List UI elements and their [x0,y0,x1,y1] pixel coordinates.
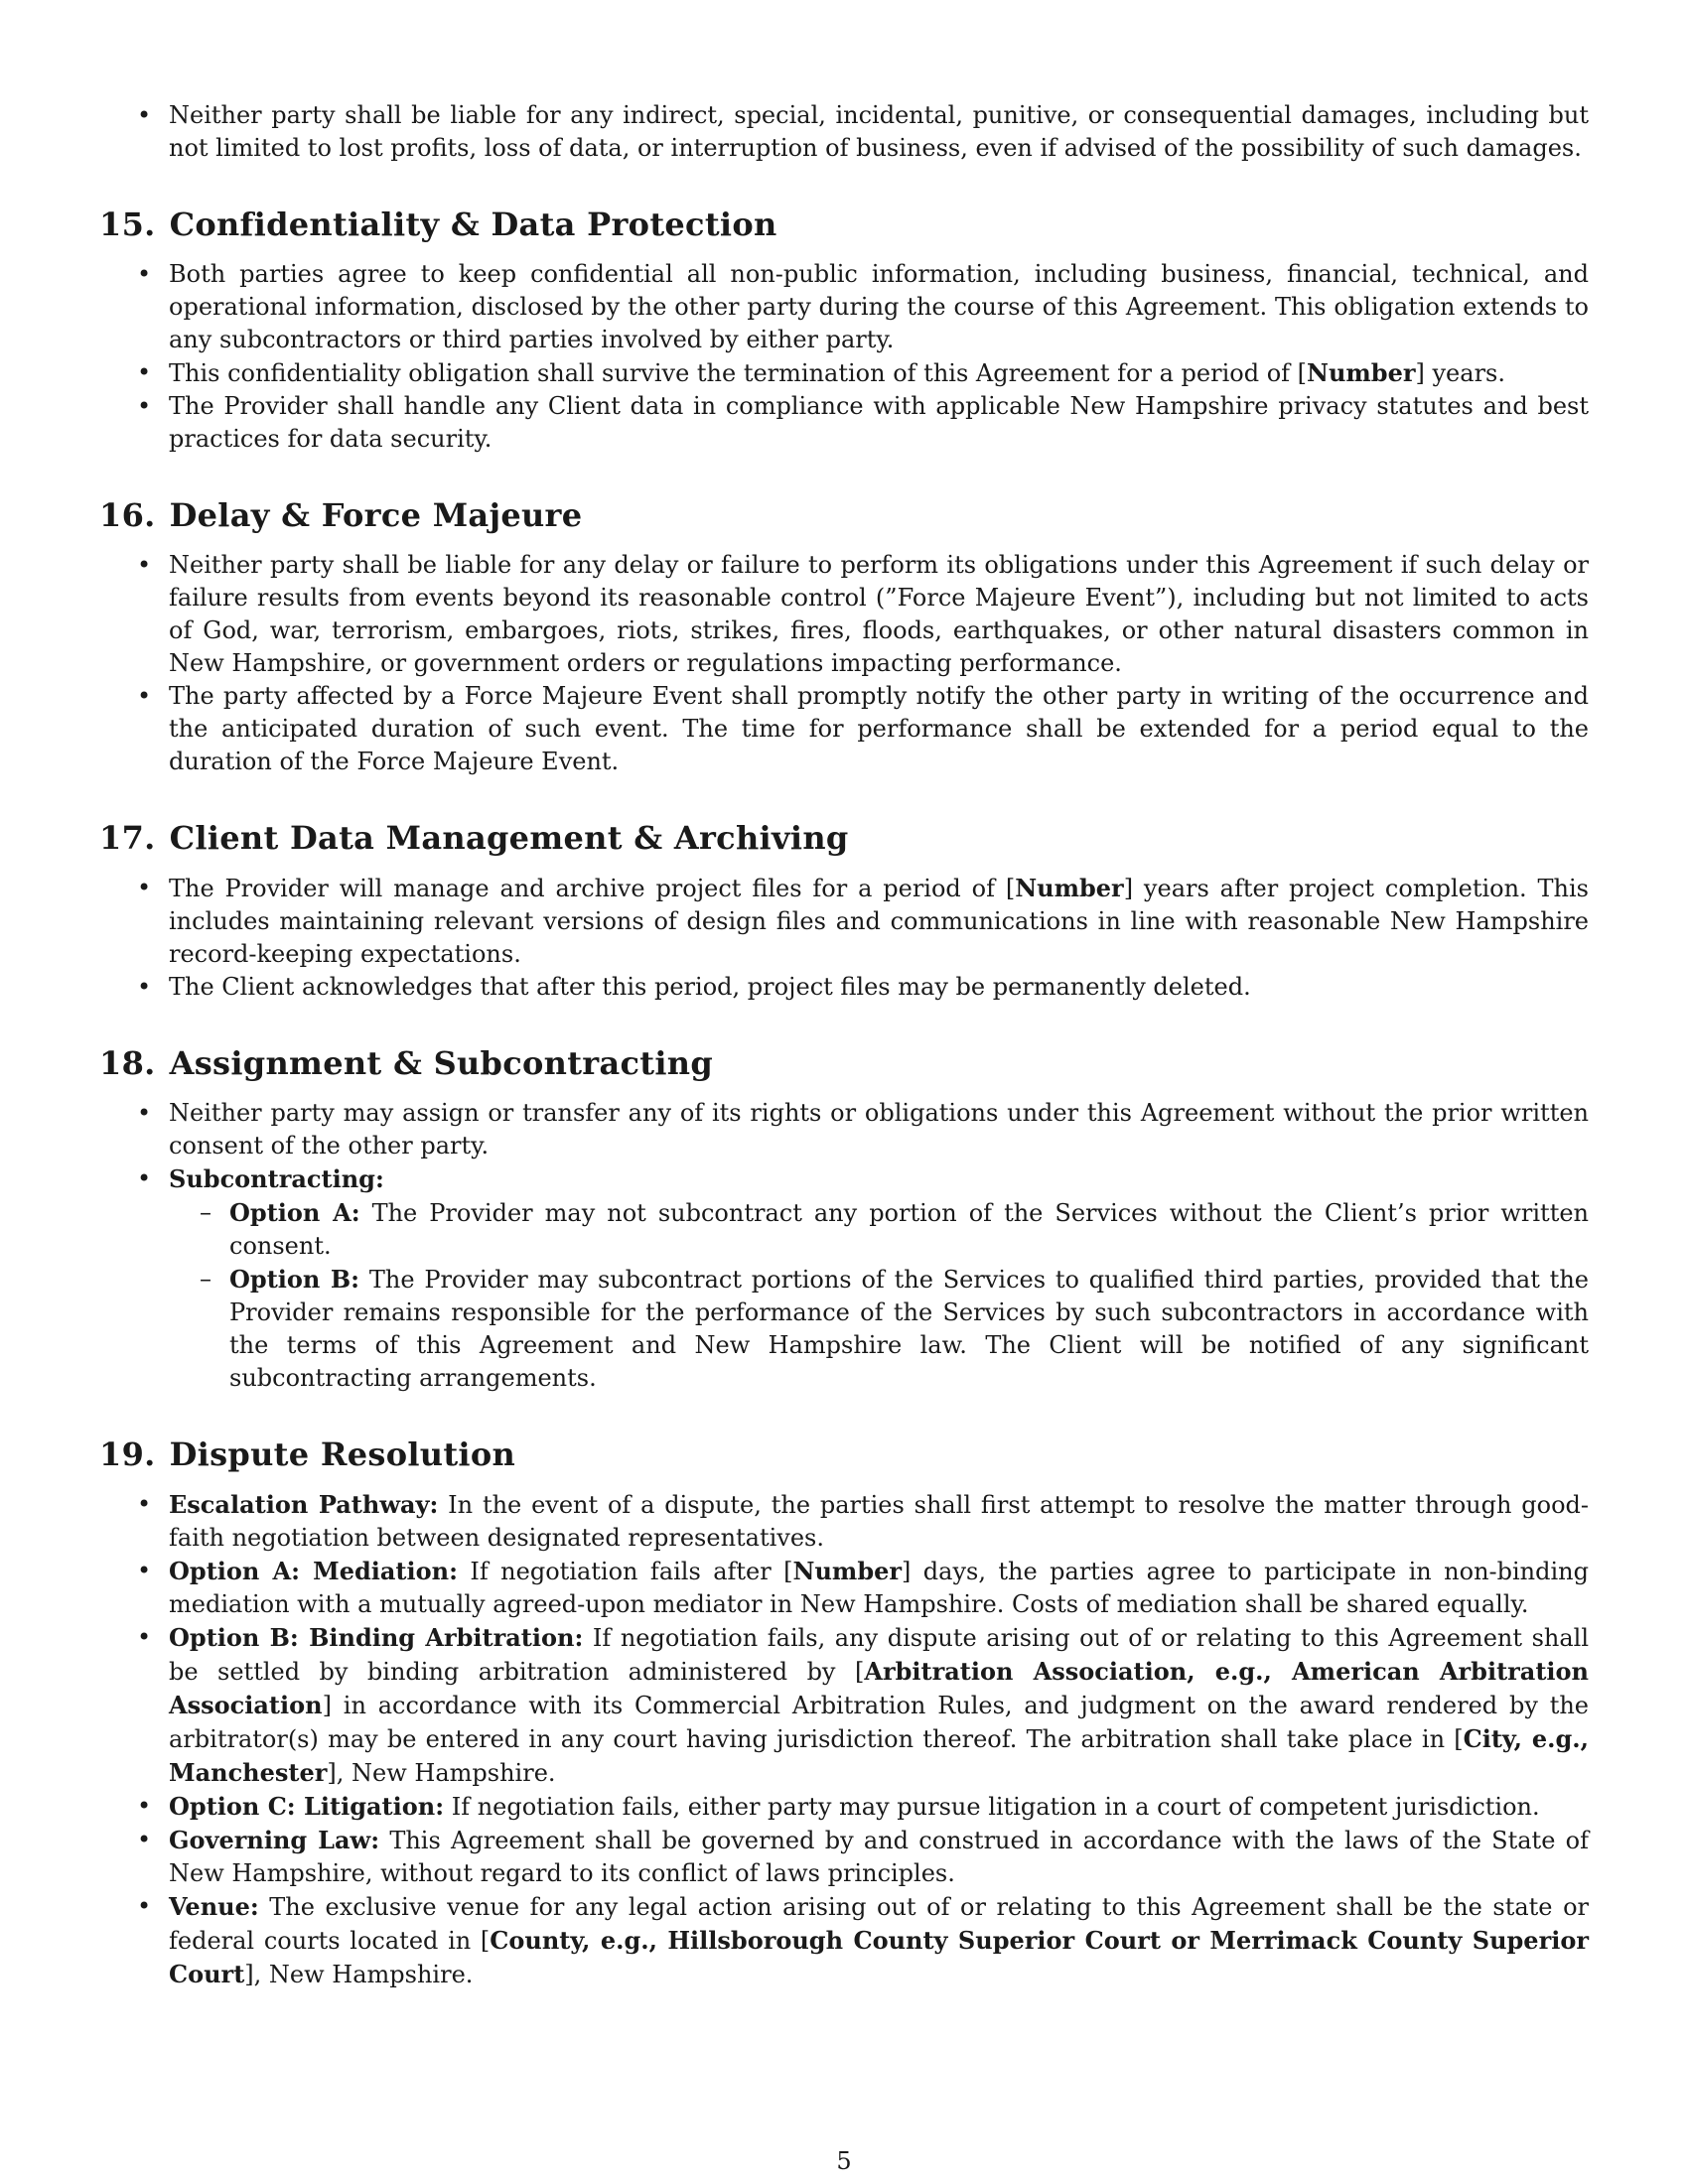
list-item-text: ], New Hampshire. [244,1961,474,1988]
list-item [99,258,1589,356]
section-title: Dispute Resolution [169,1435,516,1473]
list-item-text: The party affected by a Force Majeure Event shall promptly notify the other party in writing of the occurrence and the anticipated duration of such event. The time for performance shall be extended for a period equal to the duration of the Force Majeure Event. [169,682,1589,775]
list-item-text: ] years after project completion. This includes maintaining relevant versions of design files and communications in line with reasonable New Hampshire record-keeping expectations. [169,875,1590,968]
list-item-text: The Provider shall handle any Client data in compliance with applicable New Hampshire privacy statutes and best practices for data security. [169,392,1589,453]
section-number: 16. [99,496,156,534]
bullet-icon: • [137,260,152,288]
list-item-text: If negotiation fails after [ [457,1558,793,1585]
sub-list-item [169,1196,1589,1263]
list-item-text: This confidentiality obligation shall survive the termination of this Agreement for a period of [ [169,359,1308,387]
list-item [99,680,1589,778]
bullet-icon: • [137,101,152,129]
list-item [99,1890,1589,1991]
section-heading-18 [99,1043,1589,1083]
bullet-icon: • [137,392,152,420]
section-heading-19 [99,1434,1589,1474]
item-label: Subcontracting: [169,1164,384,1193]
list-item [99,872,1589,971]
section-number: 19. [99,1435,156,1473]
item-label: Option C: Litigation: [169,1792,445,1821]
option-text: The Provider may not subcontract any portion of the Services without the Client’s prior written consent. [229,1199,1589,1260]
section-16-list [99,549,1589,778]
bullet-icon: • [137,1892,152,1920]
item-label: Option B: Binding Arbitration: [169,1623,584,1652]
section-heading-17 [99,818,1589,858]
section-title: Delay & Force Majeure [169,496,583,534]
bullet-icon: • [137,1792,152,1820]
bullet-icon: • [137,1164,152,1192]
bullet-icon: • [137,1490,152,1518]
bullet-icon: • [137,973,152,1001]
list-item [99,1824,1589,1890]
bullet-icon: • [137,874,152,901]
list-item [99,1621,1589,1790]
list-item-text: Neither party may assign or transfer any of its rights or obligations under this Agreement without the prior written consent of the other party. [169,1099,1589,1160]
bullet-icon: • [137,551,152,579]
list-item [99,1790,1589,1824]
list-item-text: The Provider will manage and archive project files for a period of [ [169,875,1016,902]
list-item-text: This Agreement shall be governed by and construed in accordance with the laws of the State of New Hampshire, without regard to its conflict of laws principles. [169,1827,1589,1887]
placeholder-text: City, e.g., Manchester [169,1724,1589,1787]
item-label: Venue: [169,1892,259,1921]
bullet-icon: • [137,358,152,386]
item-label: Option A: Mediation: [169,1557,458,1585]
bullet-icon: • [137,682,152,710]
bullet-icon: • [137,1099,152,1127]
page-number: 5 [836,2147,852,2175]
placeholder-text: County, e.g., Hillsborough County Superior Court or Merrimack County Superior Court [169,1926,1589,1988]
option-label: Option B: [229,1265,360,1294]
list-item [99,1162,1589,1395]
list-item-text: ] days, the parties agree to participate in non-binding mediation with a mutually agreed-upon mediator in New Hampshire. Costs of mediation shall be shared equally. [169,1558,1589,1618]
section-number: 17. [99,819,156,857]
list-item-text: The Client acknowledges that after this period, project files may be permanently deleted. [169,973,1251,1001]
list-item-text: The exclusive venue for any legal action arising out of or relating to this Agreement shall be the state or federal courts located in [ [169,1893,1589,1955]
list-item [99,1097,1589,1162]
list-item-text: ] in accordance with its Commercial Arbitration Rules, and judgment on the award rendered by the arbitrator(s) may be entered in any court having jurisdiction thereof. The arbitration shall take place in [ [169,1692,1589,1753]
section-number: 15. [99,205,156,243]
list-item [99,99,1589,165]
item-label: Escalation Pathway: [169,1490,439,1519]
list-item [99,1555,1589,1621]
section-title: Assignment & Subcontracting [169,1044,714,1082]
section-15-list [99,258,1589,456]
list-item-text: Neither party shall be liable for any delay or failure to perform its obligations under this Agreement if such delay or failure results from events beyond its reasonable control (”Force Majeure Event”), including but not limited to acts of God, war, terrorism, embargoes, riots, strikes, fires, floods, earthquakes, or other natural disasters common in New Hampshire, or government orders or regulations impacting performance. [169,551,1589,677]
option-label: Option A: [229,1198,360,1227]
list-item [99,549,1589,680]
subcontracting-options [169,1196,1589,1395]
section-heading-16 [99,495,1589,535]
bullet-icon: • [137,1557,152,1584]
list-item [99,1488,1589,1555]
intro-list [99,99,1589,165]
section-18-list [99,1097,1589,1395]
list-item-text: If negotiation fails, any dispute arising out of or relating to this Agreement shall be settled by binding arbitration administered by [ [169,1624,1589,1686]
list-item-text: If negotiation fails, either party may pursue litigation in a court of competent jurisdiction. [444,1793,1540,1821]
list-item [99,390,1589,456]
list-item-text: Both parties agree to keep confidential all non-public information, including business, financial, technical, and operational information, disclosed by the other party during the course of this Agreement. This obligation extends to any subcontractors or third parties involved by either party. [169,260,1589,353]
section-heading-15 [99,205,1589,244]
placeholder-text: Number [792,1557,903,1585]
bullet-icon: • [137,1826,152,1853]
section-17-list [99,872,1589,1004]
list-item [99,356,1589,390]
list-item [99,971,1589,1004]
section-title: Client Data Management & Archiving [169,819,849,857]
section-title: Confidentiality & Data Protection [169,205,777,243]
list-item-text: Neither party shall be liable for any indirect, special, incidental, punitive, or consequential damages, including but not limited to lost profits, loss of data, or interruption of business, even if advised of the possibility of such damages. [169,101,1589,162]
list-item-text: ], New Hampshire. [327,1759,556,1787]
list-item-text: In the event of a dispute, the parties shall first attempt to resolve the matter through good-faith negotiation between designated representatives. [169,1491,1590,1552]
item-label: Governing Law: [169,1826,380,1854]
placeholder-text: Number [1307,358,1416,387]
document-page [99,99,1589,1991]
option-text: The Provider may subcontract portions of the Services to qualified third parties, provided that the Provider remains responsible for the performance of the Services by such subcontractors in accordance with the terms of this Agreement and New Hampshire law. The Client will be notified of any significant subcontracting arrangements. [229,1266,1589,1392]
sub-list-item [169,1263,1589,1395]
placeholder-text: Arbitration Association, e.g., American Arbitration Association [169,1657,1590,1719]
dash-icon: – [200,1198,211,1226]
section-19-list [99,1488,1589,1991]
bullet-icon: • [137,1623,152,1651]
dash-icon: – [200,1265,211,1293]
placeholder-text: Number [1015,874,1124,902]
list-item-text: ] years. [1415,359,1505,387]
section-number: 18. [99,1044,156,1082]
